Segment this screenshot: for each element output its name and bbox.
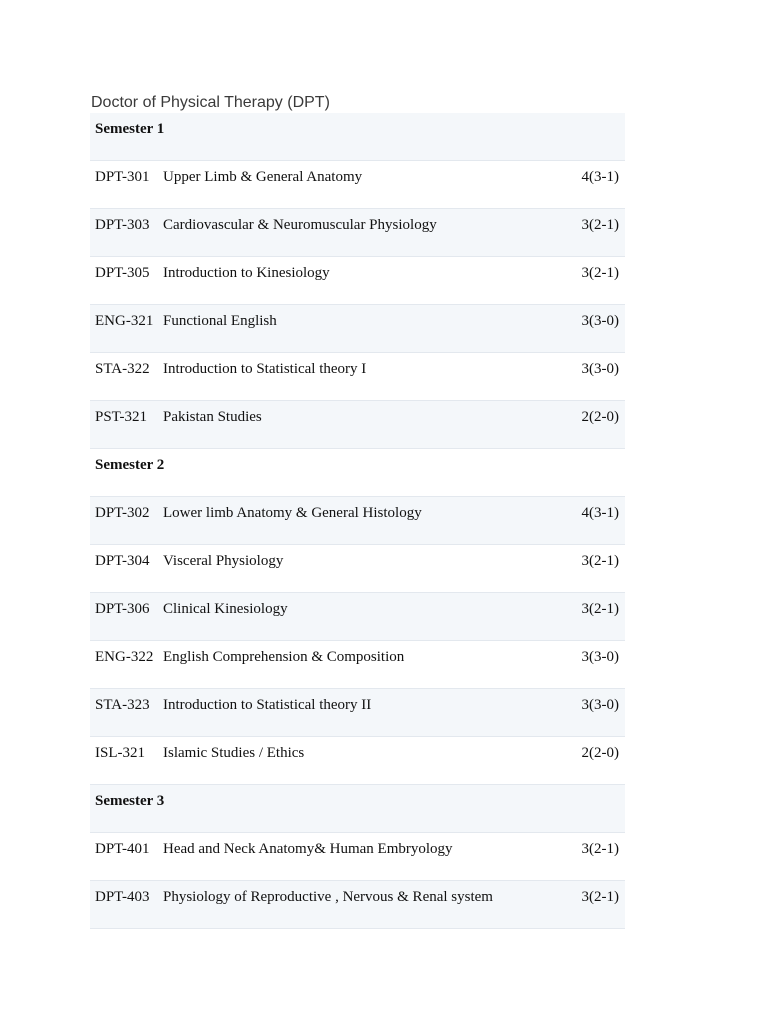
course-credits: 4(3-1) — [581, 505, 619, 521]
course-credits: 2(2-0) — [581, 409, 619, 425]
semester-label: Semester 3 — [95, 793, 165, 809]
course-credits: 3(3-0) — [581, 313, 619, 329]
course-code: ENG-321 — [95, 313, 154, 329]
course-title: Islamic Studies / Ethics — [163, 745, 305, 761]
course-title: Clinical Kinesiology — [163, 601, 288, 617]
course-row — [90, 881, 625, 929]
course-row — [90, 353, 625, 401]
course-row — [90, 257, 625, 305]
curriculum-table — [90, 113, 625, 929]
course-row — [90, 161, 625, 209]
course-title: Upper Limb & General Anatomy — [163, 169, 363, 185]
course-credits: 3(2-1) — [581, 889, 619, 905]
course-title: Physiology of Reproductive , Nervous & Renal system — [163, 889, 493, 905]
semester-label: Semester 1 — [95, 121, 165, 137]
course-row — [90, 833, 625, 881]
course-code: PST-321 — [95, 409, 147, 425]
course-title: Head and Neck Anatomy& Human Embryology — [163, 841, 453, 857]
course-code: DPT-302 — [95, 505, 150, 521]
course-row — [90, 209, 625, 257]
semester-header-row — [90, 785, 625, 833]
course-row — [90, 641, 625, 689]
course-code: DPT-305 — [95, 265, 150, 281]
course-code: DPT-403 — [95, 889, 150, 905]
course-row — [90, 305, 625, 353]
semester-header-row — [90, 113, 625, 161]
course-row — [90, 689, 625, 737]
course-row — [90, 497, 625, 545]
course-title: Introduction to Statistical theory I — [163, 361, 367, 377]
course-credits: 3(2-1) — [581, 265, 619, 281]
course-credits: 3(2-1) — [581, 601, 619, 617]
course-title: Pakistan Studies — [163, 409, 262, 425]
course-credits: 3(3-0) — [581, 649, 619, 665]
course-code: ENG-322 — [95, 649, 154, 665]
course-credits: 3(3-0) — [581, 361, 619, 377]
course-row — [90, 593, 625, 641]
course-title: Functional English — [163, 313, 277, 329]
course-code: DPT-301 — [95, 169, 150, 185]
course-title: Lower limb Anatomy & General Histology — [163, 505, 422, 521]
course-row — [90, 737, 625, 785]
course-title: Cardiovascular & Neuromuscular Physiology — [163, 217, 437, 233]
course-code: ISL-321 — [95, 745, 145, 761]
semester-header-row — [90, 449, 625, 497]
course-title: Visceral Physiology — [163, 553, 284, 569]
page-title: Doctor of Physical Therapy (DPT) — [91, 94, 330, 111]
course-row — [90, 545, 625, 593]
course-code: DPT-401 — [95, 841, 150, 857]
course-credits: 3(3-0) — [581, 697, 619, 713]
course-title: Introduction to Kinesiology — [163, 265, 330, 281]
course-code: STA-322 — [95, 361, 150, 377]
course-code: DPT-306 — [95, 601, 150, 617]
course-title: English Comprehension & Composition — [163, 649, 405, 665]
course-code: STA-323 — [95, 697, 150, 713]
semester-label: Semester 2 — [95, 457, 165, 473]
course-code: DPT-303 — [95, 217, 150, 233]
course-code: DPT-304 — [95, 553, 150, 569]
course-credits: 3(2-1) — [581, 553, 619, 569]
course-credits: 3(2-1) — [581, 841, 619, 857]
course-credits: 4(3-1) — [581, 169, 619, 185]
course-row — [90, 401, 625, 449]
course-credits: 2(2-0) — [581, 745, 619, 761]
course-title: Introduction to Statistical theory II — [163, 697, 372, 713]
course-credits: 3(2-1) — [581, 217, 619, 233]
